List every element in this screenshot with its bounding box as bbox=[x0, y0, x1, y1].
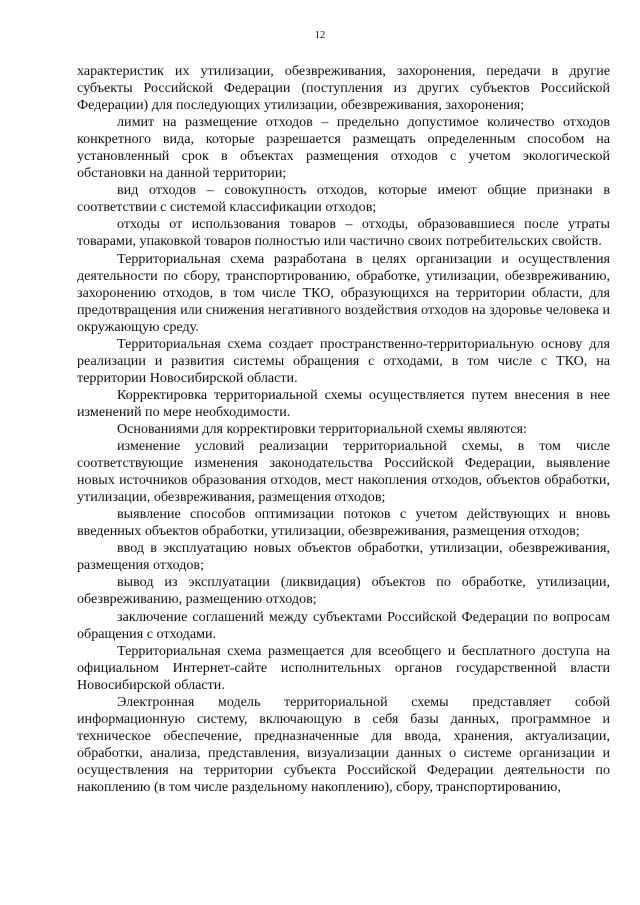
paragraph: выявление способов оптимизации потоков с учетом действующих и вновь введенных объектов обработки, утилизации, обезвреживания, размещения отходов; bbox=[77, 506, 610, 540]
paragraph: вывод из эксплуатации (ликвидация) объектов по обработке, утилизации, обезвреживанию, размещению отходов; bbox=[77, 574, 610, 608]
paragraph: отходы от использования товаров – отходы, образовавшиеся после утраты товарами, упаковкой товаров полностью или частично своих потребительских свойств. bbox=[77, 216, 610, 250]
page-number: 12 bbox=[314, 30, 326, 41]
paragraph: Территориальная схема создает пространственно-территориальную основу для реализации и развития системы обращения с отходами, в том числе с ТКО, на территории Новосибирской области. bbox=[77, 335, 610, 386]
paragraph: характеристик их утилизации, обезвреживания, захоронения, передачи в другие субъекты Российской Федерации (поступления из других субъектов Российской Федерации) для последующих утилизации, обезвреживания, захоронения; bbox=[77, 63, 610, 114]
paragraph: Территориальная схема разработана в целях организации и осуществления деятельности по сбору, транспортированию, обработке, утилизации, обезвреживанию, захоронению отходов, в том числе ТКО, образующихся на территории области, для предотвращения или снижения негативного воздействия отходов на здоровье человека и окружающую среду. bbox=[77, 250, 610, 335]
paragraph: Электронная модель территориальной схемы представляет собой информационную систему, включающую в себя базы данных, программное и техническое обеспечение, предназначенные для ввода, хранения, актуализации, обработки, анализа, представления, визуализации данных о системе организации и осуществления на территории субъекта Российской Федерации деятельности по накоплению (в том числе раздельному накоплению), сбору, транспортированию, bbox=[77, 693, 610, 795]
paragraph: ввод в эксплуатацию новых объектов обработки, утилизации, обезвреживания, размещения отходов; bbox=[77, 540, 610, 574]
paragraph: Основаниями для корректировки территориальной схемы являются: bbox=[117, 420, 527, 437]
paragraph: Корректировка территориальной схемы осуществляется путем внесения в нее изменений по мере необходимости. bbox=[77, 386, 610, 420]
paragraph: вид отходов – совокупность отходов, которые имеют общие признаки в соответствии с системой классификации отходов; bbox=[77, 182, 610, 216]
paragraph: изменение условий реализации территориальной схемы, в том числе соответствующие изменения законодательства Российской Федерации, выявление новых источников образования отходов, мест накопления отходов, объектов обработки, утилизации, обезвреживания, размещения отходов; bbox=[77, 438, 610, 506]
paragraph: заключение соглашений между субъектами Российской Федерации по вопросам обращения с отходами. bbox=[77, 608, 610, 642]
paragraph: лимит на размещение отходов – предельно допустимое количество отходов конкретного вида, которые разрешается размещать определенным способом на установленный срок в объектах размещения отходов с учетом экологической обстановки на данной территории; bbox=[77, 114, 610, 182]
document-body bbox=[77, 63, 610, 796]
paragraph: Территориальная схема размещается для всеобщего и бесплатного доступа на официальном Интернет-сайте исполнительных органов государственной власти Новосибирской области. bbox=[77, 642, 610, 693]
